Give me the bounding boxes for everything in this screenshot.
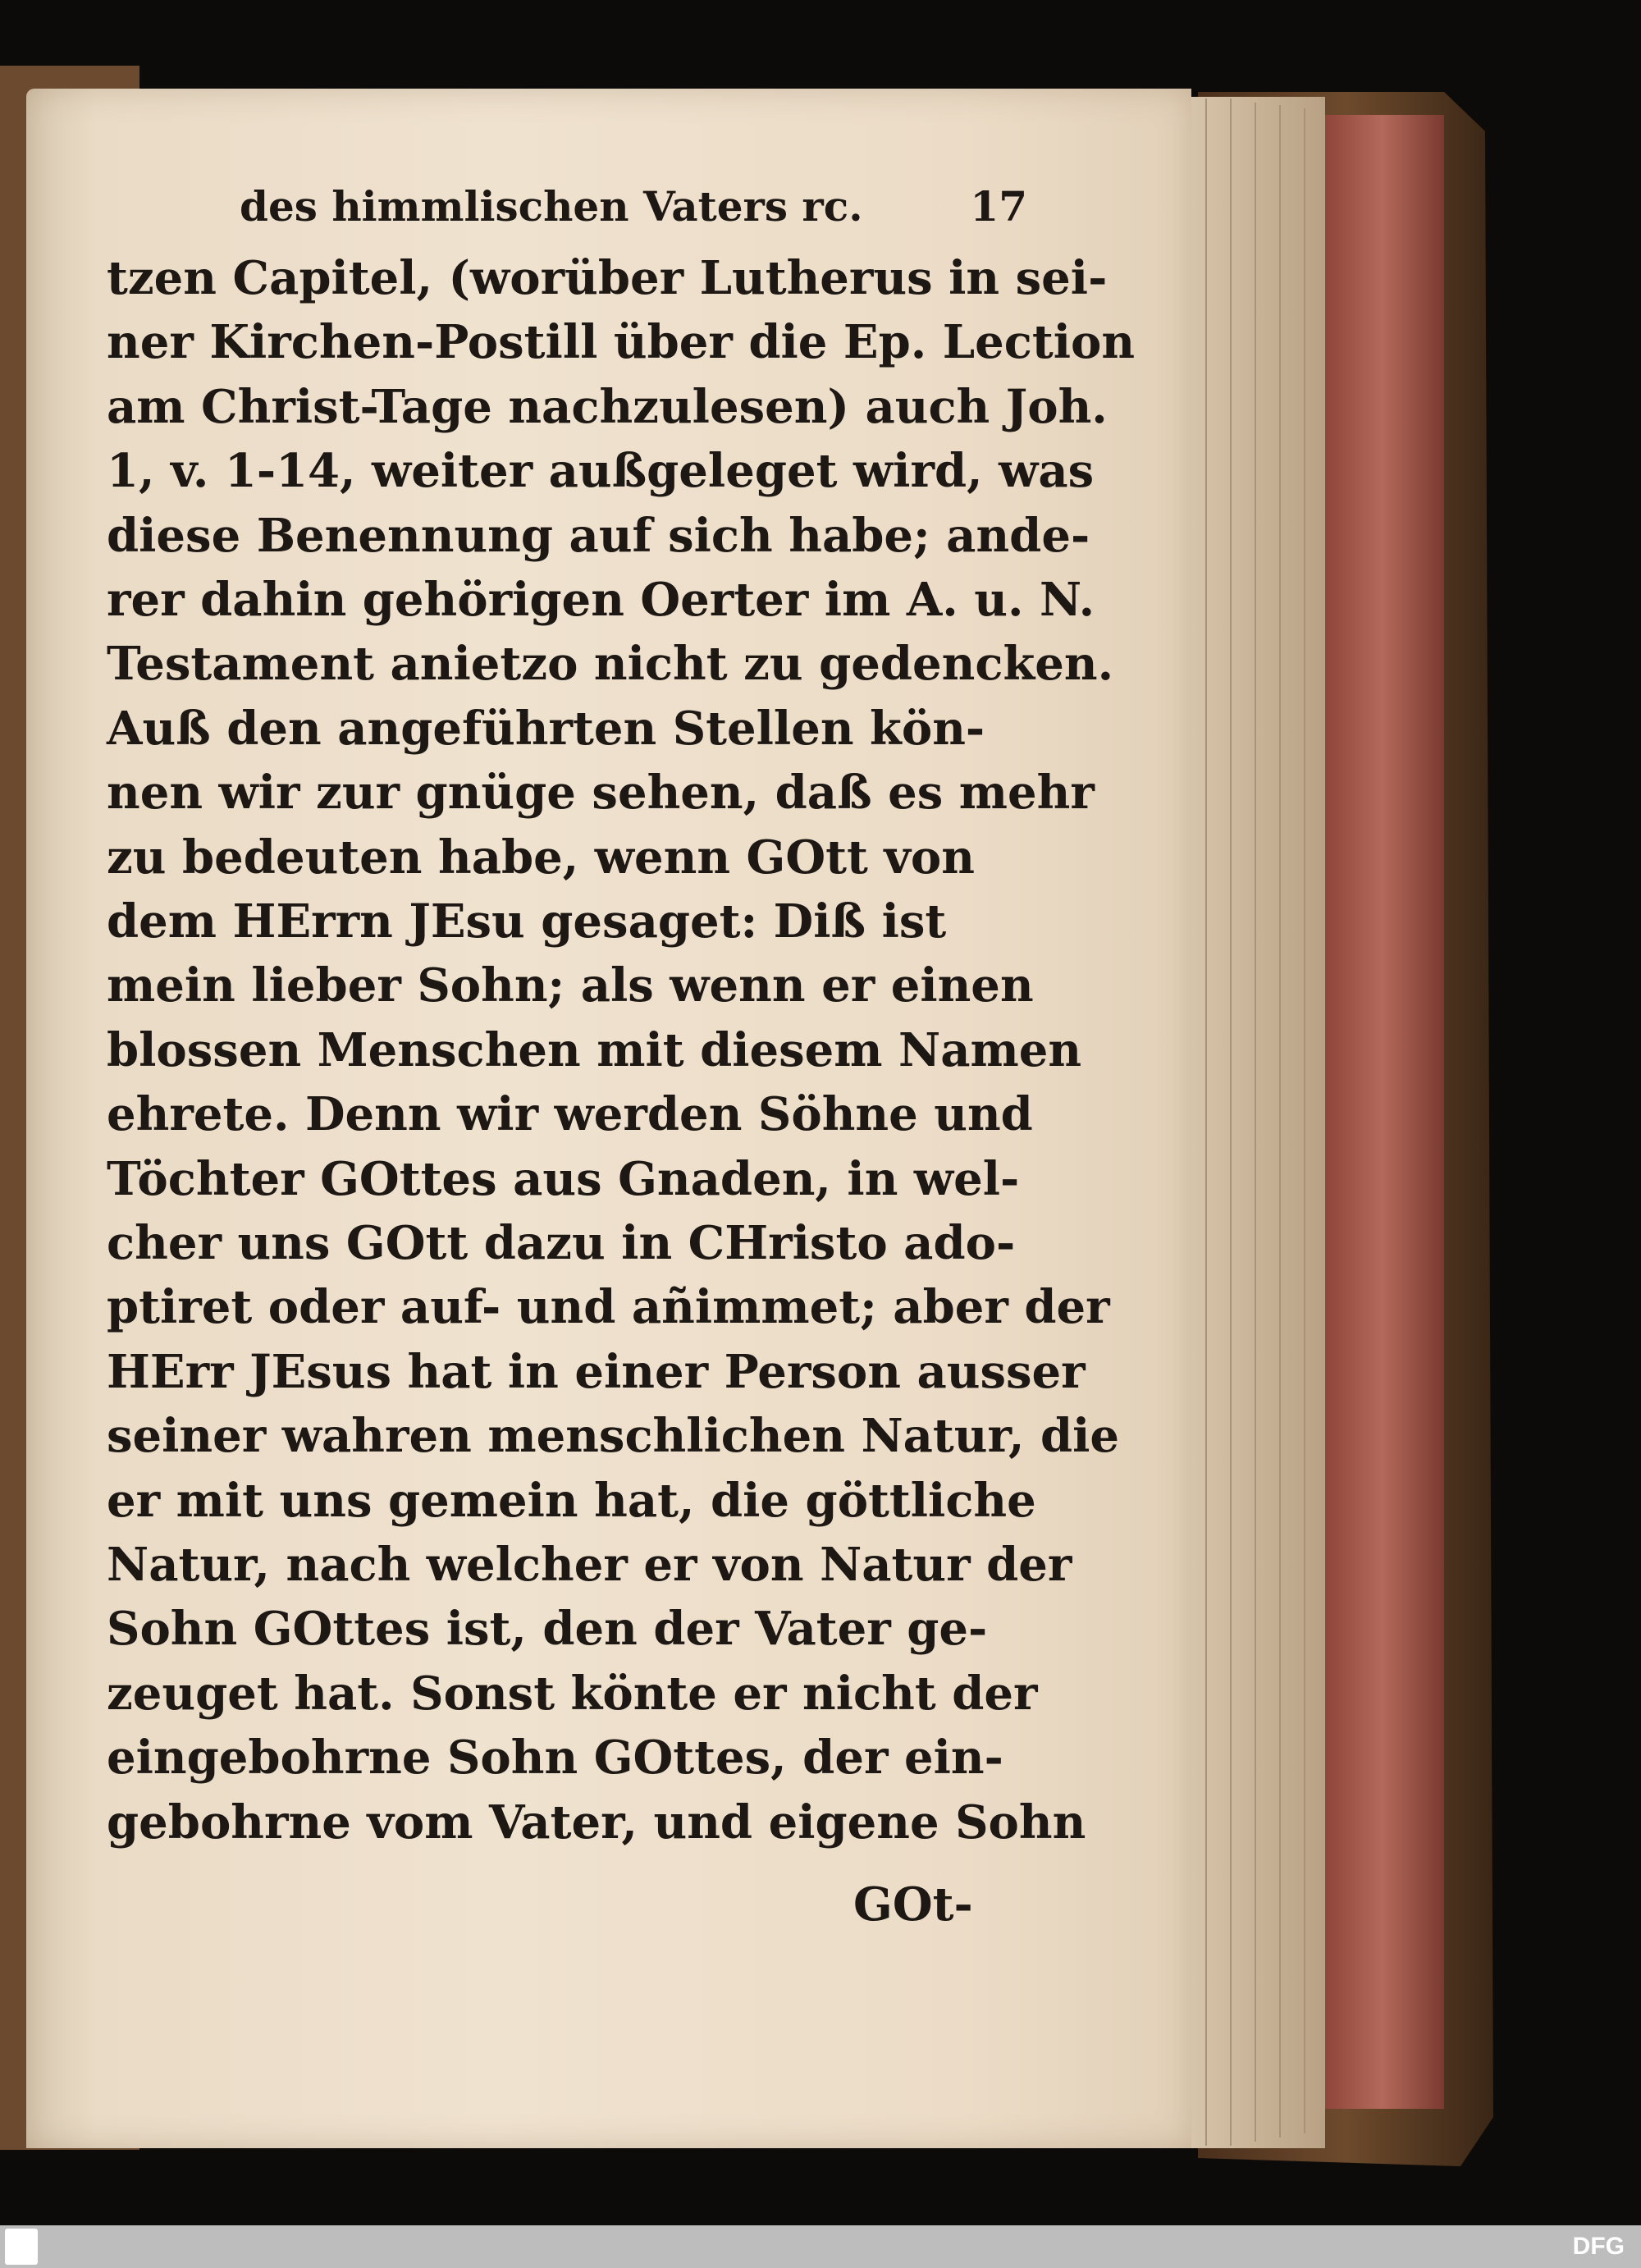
- text-line: ner Kirchen-Postill über die Ep. Lection: [107, 315, 1136, 370]
- text-line: Auß den angeführten Stellen kön-: [107, 701, 985, 756]
- text-line: blossen Menschen mit diesem Namen: [107, 1022, 1082, 1077]
- text-line: am Christ-Tage nachzulesen) auch Joh.: [107, 379, 1108, 434]
- footer-bar: [0, 2225, 1641, 2268]
- dfg-logo: DFG: [1572, 2233, 1625, 2260]
- text-line: 1, v. 1-14, weiter außgeleget wird, was: [107, 444, 1095, 499]
- red-page-edge: [1321, 115, 1444, 2109]
- text-line: ehrete. Denn wir werden Söhne und: [107, 1087, 1033, 1142]
- text-line: ptiret oder auf- und añimmet; aber der: [107, 1280, 1110, 1335]
- text-line: er mit uns gemein hat, die göttliche: [107, 1473, 1036, 1528]
- page-stack: [1182, 97, 1325, 2148]
- text-line: nen wir zur gnüge sehen, daß es mehr: [107, 766, 1095, 821]
- text-line: cher uns GOtt dazu in CHristo ado-: [107, 1216, 1016, 1270]
- text-line: HErr JEsus hat in einer Person ausser: [107, 1344, 1086, 1399]
- page-number: 17: [970, 182, 1027, 231]
- text-line: seiner wahren menschlichen Natur, die: [107, 1409, 1119, 1464]
- text-line: Sohn GOttes ist, den der Vater ge-: [107, 1602, 988, 1657]
- text-line: eingebohrne Sohn GOttes, der ein-: [107, 1731, 1003, 1786]
- text-line: Testament anietzo nicht zu gedencken.: [107, 637, 1114, 692]
- running-title: des himmlischen Vaters rc.: [240, 182, 863, 231]
- text-line: diese Benennung auf sich habe; ande-: [107, 508, 1090, 563]
- running-head: [240, 182, 1027, 240]
- text-line: Töchter GOttes aus Gnaden, in wel-: [107, 1151, 1020, 1206]
- text-line: zu bedeuten habe, wenn GOtt von: [107, 830, 975, 885]
- text-line: gebohrne vom Vater, und eigene Sohn: [107, 1795, 1086, 1850]
- catchword: GOt-: [853, 1877, 973, 1932]
- text-line: mein lieber Sohn; als wenn er einen: [107, 958, 1034, 1013]
- text-line: tzen Capitel, (worüber Lutherus in sei-: [107, 251, 1108, 305]
- text-line: rer dahin gehörigen Oerter im A. u. N.: [107, 573, 1095, 627]
- text-line: Natur, nach welcher er von Natur der: [107, 1538, 1072, 1592]
- text-line: dem HErrn JEsu gesaget: Diß ist: [107, 894, 947, 949]
- library-seal-icon: [5, 2229, 38, 2265]
- text-line: zeuget hat. Sonst könte er nicht der: [107, 1666, 1038, 1721]
